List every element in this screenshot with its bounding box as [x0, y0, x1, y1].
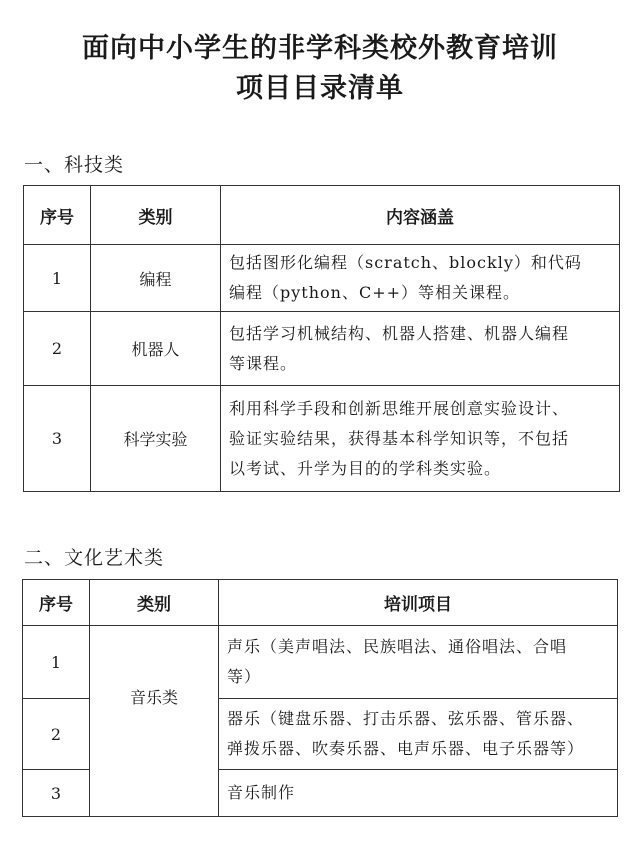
content-line: 音乐制作	[227, 783, 296, 802]
table-row	[24, 245, 620, 312]
content-line: 弹拨乐器、吹奏乐器、电声乐器、电子乐器等）	[227, 739, 585, 758]
table-header-row	[23, 580, 618, 626]
row-no: 2	[23, 699, 90, 770]
header-project: 培训项目	[219, 580, 618, 626]
header-no: 序号	[24, 186, 91, 245]
row-category: 机器人	[91, 312, 221, 386]
row-category: 音乐类	[90, 626, 219, 817]
row-no: 3	[23, 770, 90, 817]
content-line: 器乐（键盘乐器、打击乐器、弦乐器、管乐器、	[227, 709, 585, 728]
table-row	[24, 386, 620, 492]
table-row	[23, 626, 618, 699]
table-header-row	[24, 186, 620, 245]
content-line: 包括图形化编程（scratch、blockly）和代码	[229, 253, 582, 272]
content-line: 等）	[227, 667, 262, 686]
table-row	[24, 312, 620, 386]
section2-table	[22, 579, 618, 817]
section2-heading: 二、文化艺术类	[24, 547, 165, 569]
content-line: 等课程。	[229, 353, 298, 373]
header-category: 类别	[90, 580, 219, 626]
row-no: 1	[24, 245, 91, 312]
content-line: 以考试、升学为目的的学科类实验。	[229, 458, 502, 478]
row-content	[221, 312, 620, 386]
row-no: 2	[24, 312, 91, 386]
content-line: 验证实验结果，获得基本科学知识等，不包括	[229, 428, 570, 448]
section1-table	[23, 185, 620, 492]
content-line: 利用科学手段和创新思维开展创意实验设计、	[229, 398, 570, 418]
header-category: 类别	[91, 186, 221, 245]
row-no: 3	[24, 386, 91, 492]
header-content: 内容涵盖	[221, 186, 620, 245]
row-no: 1	[23, 626, 90, 699]
row-content	[219, 626, 618, 699]
row-content	[219, 770, 618, 817]
section1-heading: 一、科技类	[24, 154, 125, 176]
content-line: 编程（python、C++）等相关课程。	[229, 283, 521, 302]
content-line: 声乐（美声唱法、民族唱法、通俗唱法、合唱	[227, 637, 568, 656]
row-content	[219, 699, 618, 770]
row-category: 编程	[91, 245, 221, 312]
row-content	[221, 386, 620, 492]
document-title-line1: 面向中小学生的非学科类校外教育培训	[82, 33, 558, 64]
row-content	[221, 245, 620, 312]
content-line: 包括学习机械结构、机器人搭建、机器人编程	[229, 323, 570, 343]
header-no: 序号	[23, 580, 90, 626]
row-category: 科学实验	[91, 386, 221, 492]
document-title-line2: 项目目录清单	[236, 73, 404, 104]
